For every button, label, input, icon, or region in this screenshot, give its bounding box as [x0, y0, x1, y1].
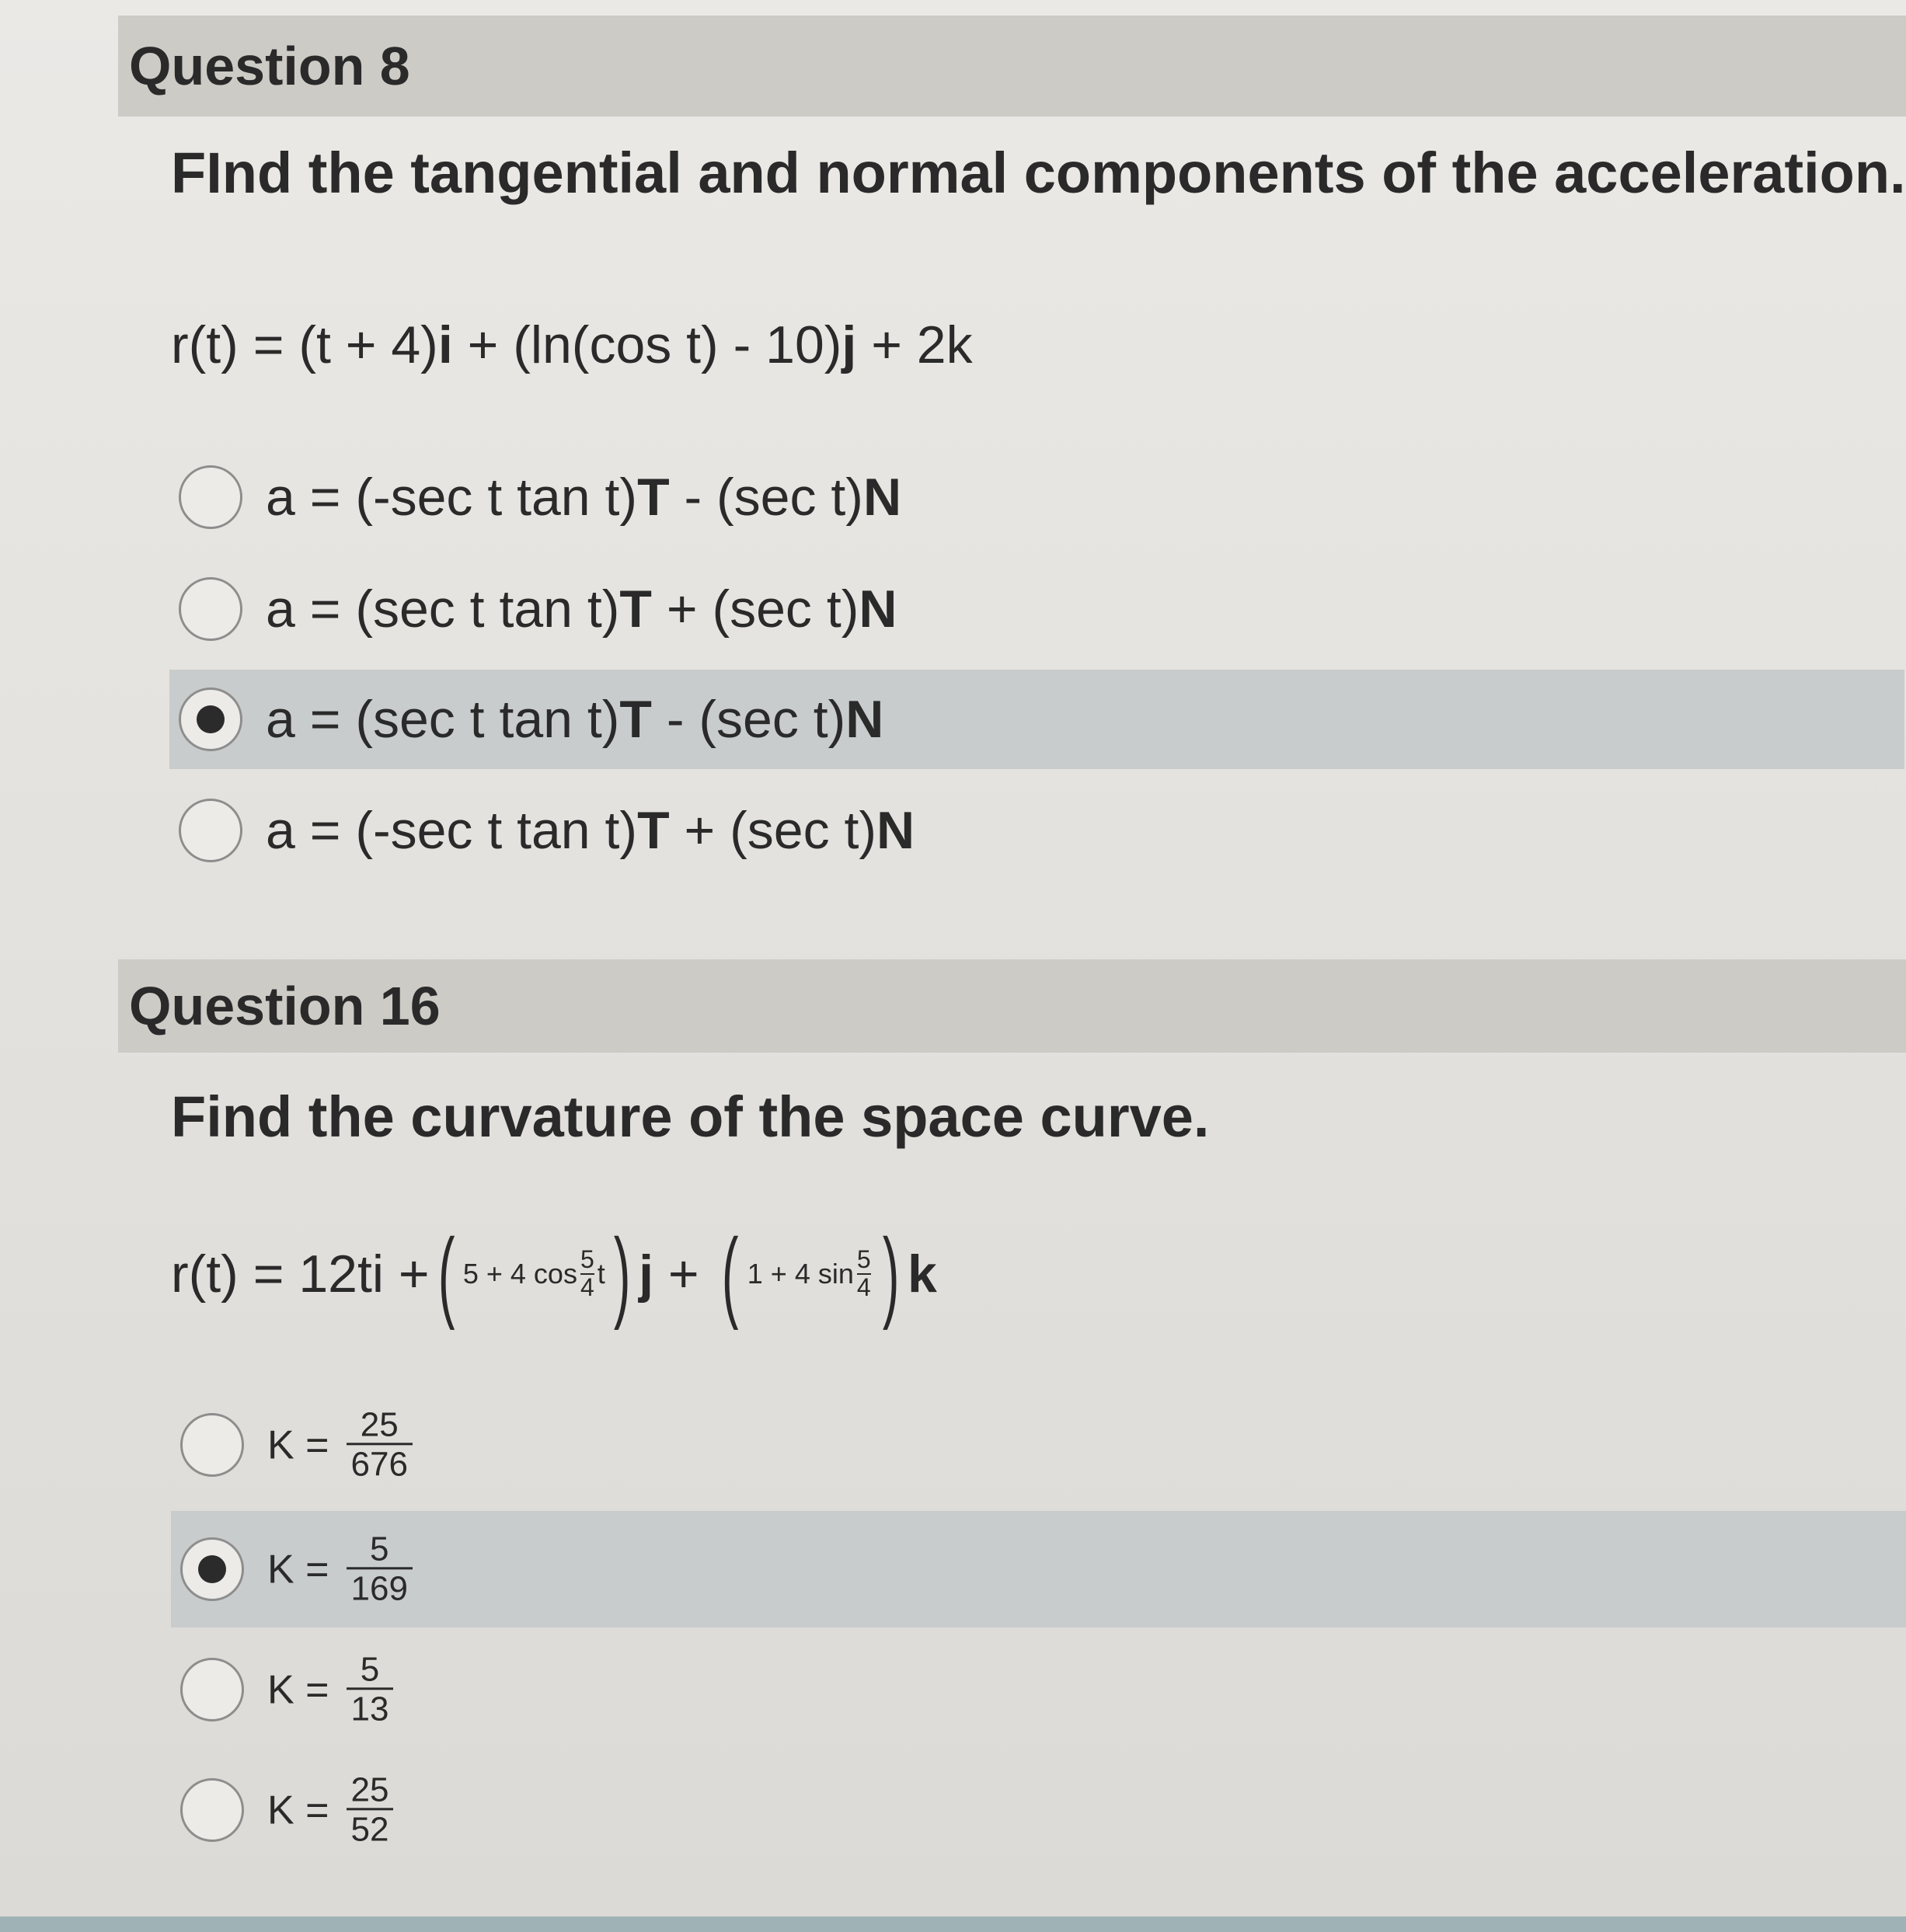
q16-option-1[interactable] [171, 1387, 1906, 1503]
formula-part: r(t) = (t + 4) [171, 315, 438, 374]
right-paren: ) [613, 1217, 631, 1331]
bottom-border [0, 1916, 1906, 1932]
q16-option-2-selected[interactable] [171, 1511, 1906, 1627]
option-label: a = (-sec t tan t)T + (sec t)N [266, 801, 915, 860]
formula-part: + 2k [856, 315, 973, 374]
formula-part: r(t) = 12ti + [171, 1244, 430, 1304]
q8-option-2[interactable] [169, 559, 1904, 659]
radio-button-checked[interactable] [180, 1537, 244, 1601]
formula-part: t [597, 1258, 605, 1290]
formula-part: j [639, 1244, 653, 1304]
radio-button[interactable] [179, 465, 242, 529]
question-8-formula [171, 315, 973, 375]
question-8-title: Question 8 [129, 36, 410, 96]
radio-button[interactable] [180, 1658, 244, 1721]
right-paren: ) [882, 1217, 900, 1331]
formula-part: i [437, 315, 453, 374]
q8-option-1[interactable] [169, 447, 1904, 547]
option-label: K = $\frac{25}{676}$ [267, 1407, 413, 1482]
option-label: K = $\frac{25}{52}$ [267, 1772, 393, 1847]
formula-part: + [653, 1244, 714, 1304]
fraction: $\frac{25}{676}$ [347, 1407, 413, 1482]
formula-part: + (ln(cos t) - 10) [452, 315, 842, 374]
question-16-formula [171, 1217, 937, 1331]
fraction: $\frac{5}{4}$ [856, 1245, 871, 1301]
question-16-prompt: Find the curvature of the space curve. [171, 1084, 1210, 1149]
option-label: a = (sec t tan t)T + (sec t)N [266, 580, 897, 639]
q8-option-3-selected[interactable] [169, 670, 1904, 769]
question-16-header [118, 959, 1906, 1053]
q16-option-4[interactable] [171, 1752, 1906, 1868]
option-label: K = $\frac{5}{169}$ [267, 1531, 413, 1607]
radio-button-checked[interactable] [179, 688, 242, 751]
question-8-header [118, 16, 1906, 117]
q8-option-4[interactable] [169, 781, 1904, 880]
formula-part: 1 + 4 sin [747, 1258, 854, 1290]
formula-part: 5 + 4 cos [462, 1258, 577, 1290]
fraction: $\frac{25}{52}$ [347, 1772, 394, 1847]
formula-part: k [907, 1244, 937, 1304]
question-16-title: Question 16 [129, 976, 441, 1036]
option-label: K = $\frac{5}{13}$ [267, 1652, 393, 1727]
fraction: $\frac{5}{13}$ [347, 1652, 394, 1727]
radio-button[interactable] [179, 577, 242, 641]
left-paren: ( [437, 1217, 455, 1331]
option-label: a = (-sec t tan t)T - (sec t)N [266, 468, 902, 527]
radio-button[interactable] [180, 1413, 244, 1477]
formula-part: j [841, 315, 857, 374]
radio-button[interactable] [179, 799, 242, 862]
fraction: $\frac{5}{4}$ [580, 1245, 594, 1301]
left-paren: ( [722, 1217, 739, 1331]
fraction: $\frac{5}{169}$ [347, 1531, 413, 1607]
question-8-prompt: FInd the tangential and normal components of the acceleration. [171, 141, 1906, 205]
q16-option-3[interactable] [171, 1631, 1906, 1748]
radio-button[interactable] [180, 1778, 244, 1842]
option-label: a = (sec t tan t)T - (sec t)N [266, 690, 884, 749]
